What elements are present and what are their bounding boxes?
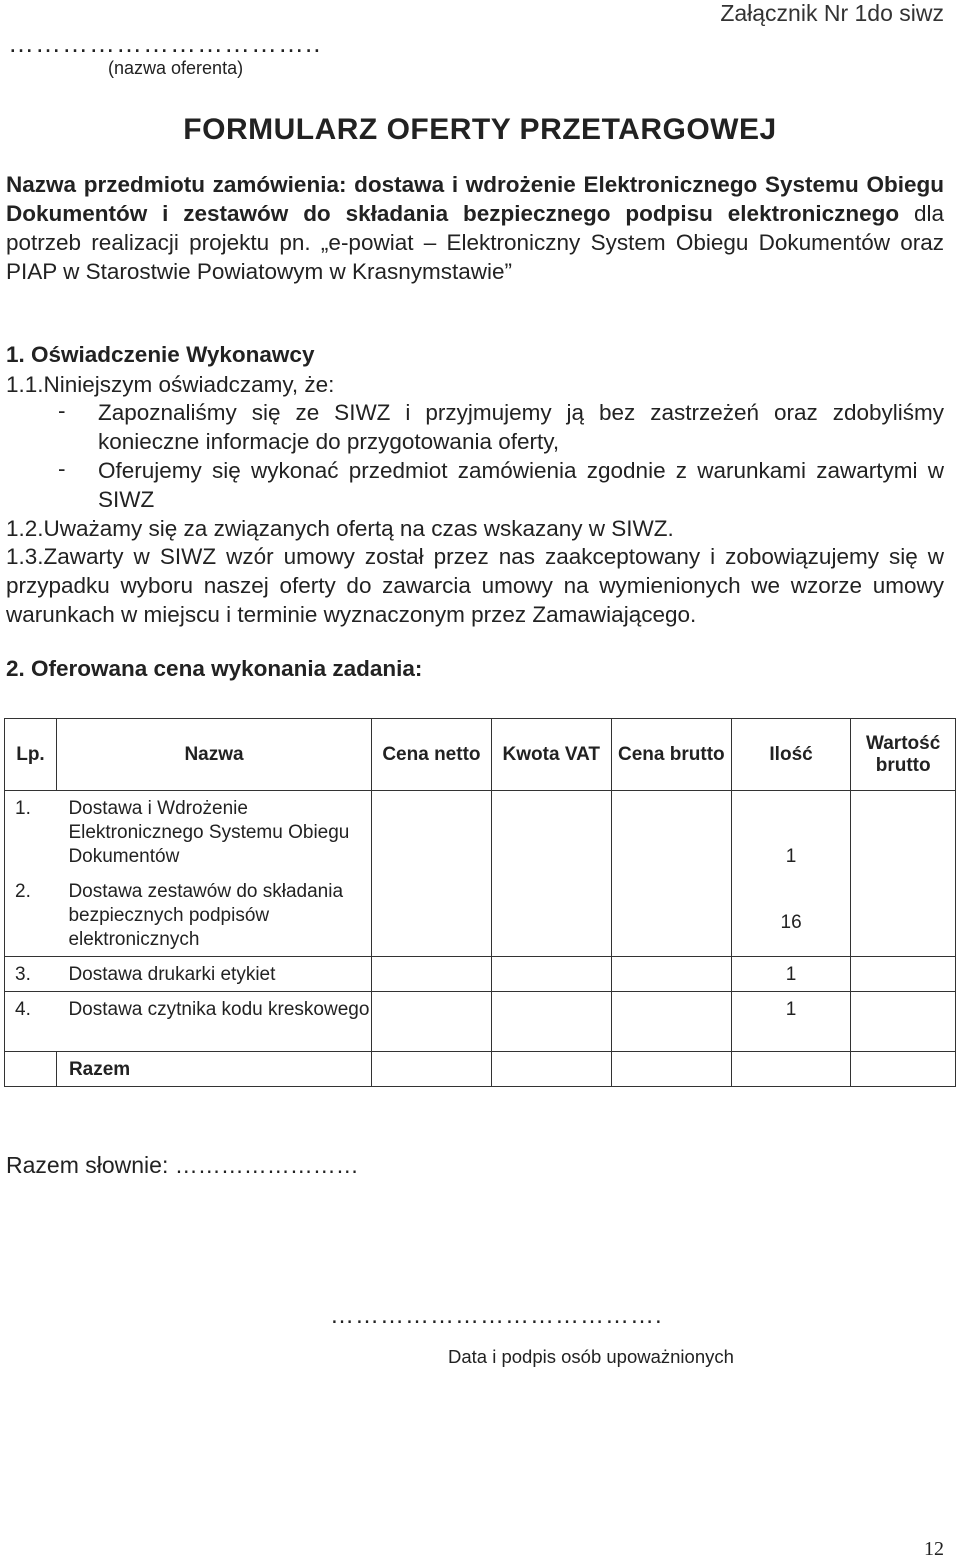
row-lp: 2. <box>15 880 31 902</box>
declaration-contract: 1.3.Zawarty w SIWZ wzór umowy został przez nas zaakceptowany i zobowiązujemy się w przypadku wyboru naszej oferty do zawarcia umowy na wymienionych we wzorze umowy warunkach w miejscu i terminie wyznaczonym przez Zamawiającego. <box>6 544 944 627</box>
page-number: 12 <box>924 1538 944 1560</box>
declaration-binding: 1.2.Uważamy się za związanych ofertą na czas wskazany w SIWZ. <box>6 516 674 541</box>
row-net-cell[interactable] <box>372 791 492 874</box>
attachment-label: Załącznik Nr 1do siwz <box>720 0 944 26</box>
row-name: Dostawa zestawów do składania bezpiecznych podpisów elektronicznych <box>68 880 344 950</box>
row-name: Dostawa i Wdrożenie Elektronicznego Systemu Obiegu Dokumentów <box>68 798 350 867</box>
offerer-name-label: (nazwa oferenta) <box>108 58 244 78</box>
row-qty: 1 <box>785 964 797 985</box>
col-net: Cena netto <box>372 719 492 791</box>
row-lp: 1. <box>15 798 31 819</box>
row-vat-cell[interactable] <box>491 791 611 874</box>
col-vat: Kwota VAT <box>491 719 611 791</box>
row-gross-cell[interactable] <box>611 791 731 874</box>
order-subject-rest: dla potrzeb realizacji projektu pn. „e-powiat – Elektroniczny System Obiegu Dokumentów oraz PIAP w Starostwie Powiatowym w Krasnymstawie” <box>6 201 944 284</box>
col-qty: Ilość <box>731 719 850 791</box>
order-subject-bold: Nazwa przedmiotu zamówienia: dostawa i wdrożenie Elektronicznego Systemu Obiegu Dokumentów i zestawów do składania bezpiecznego podpisu elektronicznego <box>6 172 944 226</box>
price-table <box>4 718 956 1087</box>
row-gross-cell[interactable] <box>611 874 731 957</box>
section1-heading: 1. Oświadczenie Wykonawcy <box>6 342 315 367</box>
total-gross-cell[interactable] <box>611 1052 731 1087</box>
row-qty: 1 <box>785 845 797 867</box>
page-title: FORMULARZ OFERTY PRZETARGOWEJ <box>183 113 777 146</box>
bullet-dash: - <box>58 456 66 481</box>
col-gross: Cena brutto <box>611 719 731 791</box>
total-qty-cell <box>731 1052 850 1087</box>
row-lp: 3. <box>15 964 31 985</box>
table-row <box>5 791 956 874</box>
table-row <box>5 992 956 1052</box>
row-qty: 16 <box>780 912 802 933</box>
declaration-intro: 1.1.Niniejszym oświadczamy, że: <box>6 372 335 397</box>
row-vat-cell[interactable] <box>491 874 611 957</box>
bullet-dash: - <box>58 398 66 423</box>
row-name: Dostawa drukarki etykiet <box>68 964 276 985</box>
total-in-words[interactable]: Razem słownie: …………………… <box>6 1152 359 1178</box>
offerer-name-dots: …………………………….. <box>8 28 322 58</box>
section2-heading: 2. Oferowana cena wykonania zadania: <box>6 656 423 681</box>
total-label: Razem <box>68 1059 131 1080</box>
row-gross-cell[interactable] <box>611 957 731 992</box>
total-vat-cell[interactable] <box>491 1052 611 1087</box>
row-gross-cell[interactable] <box>611 992 731 1052</box>
row-value-cell[interactable] <box>851 874 956 957</box>
row-value-cell[interactable] <box>851 791 956 874</box>
table-header-row <box>5 719 956 791</box>
table-row <box>5 874 956 957</box>
row-vat-cell[interactable] <box>491 957 611 992</box>
declaration-item: Zapoznaliśmy się ze SIWZ i przyjmujemy ją bez zastrzeżeń oraz zdobyliśmy konieczne informacje do przygotowania oferty, <box>98 400 944 454</box>
row-net-cell[interactable] <box>372 992 492 1052</box>
signature-label: Data i podpis osób upoważnionych <box>448 1346 734 1367</box>
row-vat-cell[interactable] <box>491 992 611 1052</box>
row-qty: 1 <box>785 999 797 1020</box>
col-name: Nazwa <box>56 719 371 791</box>
declaration-item: Oferujemy się wykonać przedmiot zamówienia zgodnie z warunkami zawartymi w SIWZ <box>98 458 944 512</box>
row-value-cell[interactable] <box>851 957 956 992</box>
table-total-row <box>5 1052 956 1087</box>
row-net-cell[interactable] <box>372 957 492 992</box>
row-name: Dostawa czytnika kodu kreskowego <box>68 999 370 1020</box>
row-value-cell[interactable] <box>851 992 956 1052</box>
row-net-cell[interactable] <box>372 874 492 957</box>
col-lp: Lp. <box>5 719 57 791</box>
total-net-cell[interactable] <box>372 1052 492 1087</box>
order-subject <box>6 170 944 286</box>
row-lp: 4. <box>15 999 31 1020</box>
table-row <box>5 957 956 992</box>
total-value-cell[interactable] <box>851 1052 956 1087</box>
col-value: Wartość brutto <box>851 719 956 791</box>
signature-dots: …………………………………. <box>330 1302 663 1329</box>
